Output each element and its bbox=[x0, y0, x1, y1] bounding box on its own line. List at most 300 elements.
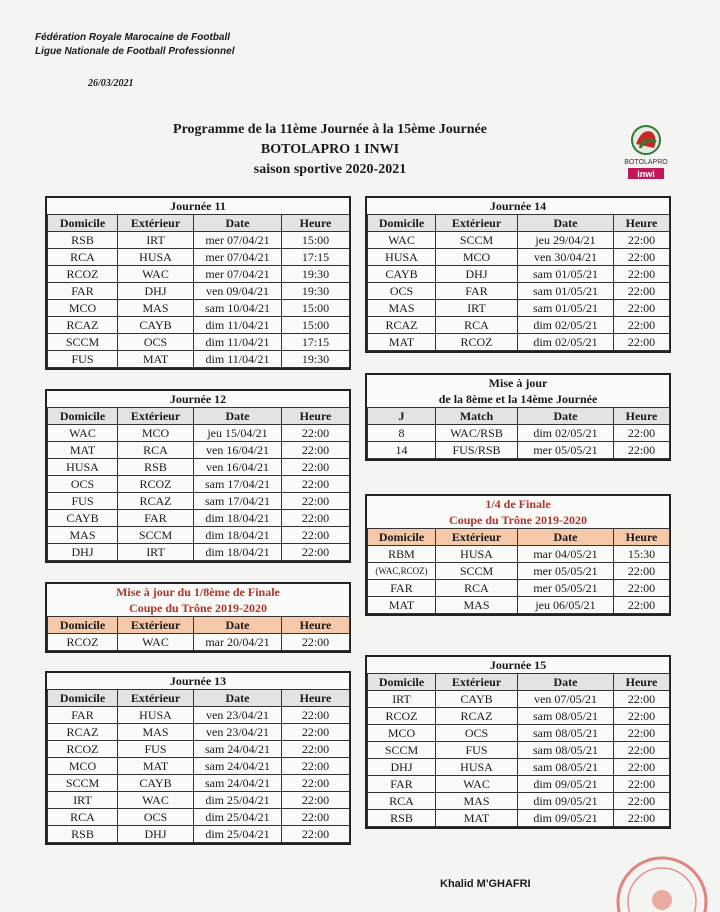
table-cell: dim 09/05/21 bbox=[518, 776, 614, 793]
table-row bbox=[48, 809, 350, 826]
table-cell: MAT bbox=[48, 442, 118, 459]
table-cell: sam 17/04/21 bbox=[194, 476, 282, 493]
column-header: Date bbox=[194, 215, 282, 232]
column-header: Domicile bbox=[48, 408, 118, 425]
quart-finale-title-1: 1/4 de Finale bbox=[485, 497, 551, 511]
table-cell: MCO bbox=[118, 425, 194, 442]
table-row bbox=[368, 317, 670, 334]
table-cell: SCCM bbox=[436, 563, 518, 580]
table-row bbox=[48, 544, 350, 561]
mise-a-jour-table bbox=[365, 373, 671, 461]
table-row bbox=[48, 425, 350, 442]
table-cell: 15:00 bbox=[282, 317, 350, 334]
table-row bbox=[48, 826, 350, 843]
table-cell: mer 07/04/21 bbox=[194, 249, 282, 266]
table-cell: 19:30 bbox=[282, 266, 350, 283]
huitieme-finale-title-2: Coupe du Trône 2019-2020 bbox=[129, 601, 267, 615]
table-row bbox=[368, 725, 670, 742]
table-row bbox=[368, 691, 670, 708]
column-header: Extérieur bbox=[436, 674, 518, 691]
table-cell: 22:00 bbox=[614, 283, 670, 300]
table-cell: WAC bbox=[368, 232, 436, 249]
column-header: Domicile bbox=[48, 690, 118, 707]
table-cell: ven 23/04/21 bbox=[194, 707, 282, 724]
table-cell: MAS bbox=[436, 597, 518, 614]
table-cell: 22:00 bbox=[282, 425, 350, 442]
table-cell: sam 08/05/21 bbox=[518, 708, 614, 725]
quart-finale-table bbox=[365, 494, 671, 616]
table-cell: RCAZ bbox=[436, 708, 518, 725]
table-cell: 22:00 bbox=[614, 442, 670, 459]
table-cell: SCCM bbox=[118, 527, 194, 544]
table-cell: 22:00 bbox=[614, 563, 670, 580]
column-header: Date bbox=[194, 408, 282, 425]
table-cell: RCOZ bbox=[48, 741, 118, 758]
table-row bbox=[368, 793, 670, 810]
table-header-row bbox=[368, 215, 670, 232]
table-cell: OCS bbox=[436, 725, 518, 742]
league-name: Ligue Nationale de Football Professionnel bbox=[35, 46, 235, 57]
table-row bbox=[368, 742, 670, 759]
table-row bbox=[368, 232, 670, 249]
table-cell: dim 11/04/21 bbox=[194, 351, 282, 368]
table-cell: 22:00 bbox=[614, 810, 670, 827]
table-cell: jeu 06/05/21 bbox=[518, 597, 614, 614]
table-cell: sam 24/04/21 bbox=[194, 741, 282, 758]
table-cell: sam 10/04/21 bbox=[194, 300, 282, 317]
table-cell: 22:00 bbox=[614, 266, 670, 283]
table-cell: RCA bbox=[118, 442, 194, 459]
table-cell: 17:15 bbox=[282, 249, 350, 266]
table-row bbox=[368, 597, 670, 614]
table-row bbox=[368, 708, 670, 725]
table-cell: FAR bbox=[368, 580, 436, 597]
table-row bbox=[368, 776, 670, 793]
table-row bbox=[48, 792, 350, 809]
table-cell: RSB bbox=[48, 232, 118, 249]
table-row bbox=[48, 249, 350, 266]
table-row bbox=[48, 317, 350, 334]
table-cell: 22:00 bbox=[614, 249, 670, 266]
column-header: Heure bbox=[614, 529, 670, 546]
table-cell: 22:00 bbox=[282, 741, 350, 758]
table-cell: 22:00 bbox=[614, 300, 670, 317]
table-row bbox=[48, 758, 350, 775]
table-row bbox=[48, 232, 350, 249]
table-cell: RBM bbox=[368, 546, 436, 563]
column-header: Heure bbox=[282, 408, 350, 425]
table-row bbox=[368, 442, 670, 459]
table-cell: FUS/RSB bbox=[436, 442, 518, 459]
table-row bbox=[48, 266, 350, 283]
table-cell: DHJ bbox=[118, 283, 194, 300]
table-cell: dim 11/04/21 bbox=[194, 334, 282, 351]
publication-date: 26/03/2021 bbox=[88, 78, 134, 89]
table-row bbox=[368, 810, 670, 827]
table-cell: (WAC,RCOZ) bbox=[368, 563, 436, 580]
table-cell: dim 18/04/21 bbox=[194, 544, 282, 561]
column-header: Date bbox=[518, 408, 614, 425]
table-cell: 15:30 bbox=[614, 546, 670, 563]
table-cell: 22:00 bbox=[614, 708, 670, 725]
journee-15-table bbox=[365, 655, 671, 829]
table-cell: sam 24/04/21 bbox=[194, 775, 282, 792]
table-header-row bbox=[48, 690, 350, 707]
table-cell: MAS bbox=[368, 300, 436, 317]
table-header-row bbox=[48, 215, 350, 232]
table-cell: 22:00 bbox=[614, 742, 670, 759]
table-cell: MAS bbox=[118, 724, 194, 741]
table-cell: 22:00 bbox=[614, 425, 670, 442]
table-cell: 22:00 bbox=[282, 527, 350, 544]
table-cell: 15:00 bbox=[282, 300, 350, 317]
column-header: Extérieur bbox=[118, 690, 194, 707]
table-cell: sam 08/05/21 bbox=[518, 725, 614, 742]
table-cell: FAR bbox=[48, 707, 118, 724]
table-cell: RSB bbox=[368, 810, 436, 827]
table-cell: dim 25/04/21 bbox=[194, 809, 282, 826]
table-cell: RCOZ bbox=[368, 708, 436, 725]
table-cell: mer 07/04/21 bbox=[194, 266, 282, 283]
table-cell: jeu 29/04/21 bbox=[518, 232, 614, 249]
table-cell: OCS bbox=[48, 476, 118, 493]
table-cell: 22:00 bbox=[614, 691, 670, 708]
journee-14-table bbox=[365, 196, 671, 353]
table-cell: MAS bbox=[48, 527, 118, 544]
table-cell: HUSA bbox=[436, 759, 518, 776]
table-row bbox=[368, 546, 670, 563]
table-cell: RCOZ bbox=[436, 334, 518, 351]
column-header: Heure bbox=[282, 617, 350, 634]
table-row bbox=[368, 334, 670, 351]
table-cell: FAR bbox=[48, 283, 118, 300]
table-cell: FAR bbox=[436, 283, 518, 300]
table-header-row bbox=[48, 617, 350, 634]
table-cell: 22:00 bbox=[614, 317, 670, 334]
table-cell: 22:00 bbox=[282, 792, 350, 809]
journee-14-title: Journée 14 bbox=[489, 199, 547, 213]
table-cell: 22:00 bbox=[614, 759, 670, 776]
table-cell: CAYB bbox=[368, 266, 436, 283]
table-cell: 22:00 bbox=[282, 826, 350, 843]
huitieme-finale-title-1: Mise à jour du 1/8ème de Finale bbox=[116, 585, 280, 599]
table-cell: CAYB bbox=[48, 510, 118, 527]
table-cell: mer 05/05/21 bbox=[518, 563, 614, 580]
table-cell: RCAZ bbox=[48, 724, 118, 741]
table-cell: FAR bbox=[118, 510, 194, 527]
table-row bbox=[48, 351, 350, 368]
table-row bbox=[48, 459, 350, 476]
table-cell: DHJ bbox=[48, 544, 118, 561]
column-header: Domicile bbox=[368, 215, 436, 232]
table-cell: FAR bbox=[368, 776, 436, 793]
table-cell: RCA bbox=[368, 793, 436, 810]
table-cell: 19:30 bbox=[282, 283, 350, 300]
table-cell: IRT bbox=[436, 300, 518, 317]
table-cell: DHJ bbox=[368, 759, 436, 776]
table-cell: dim 02/05/21 bbox=[518, 317, 614, 334]
table-cell: MAT bbox=[368, 334, 436, 351]
column-header: Extérieur bbox=[436, 529, 518, 546]
table-row bbox=[48, 510, 350, 527]
table-cell: 22:00 bbox=[282, 809, 350, 826]
table-cell: sam 24/04/21 bbox=[194, 758, 282, 775]
table-cell: HUSA bbox=[118, 707, 194, 724]
table-cell: 22:00 bbox=[282, 544, 350, 561]
table-cell: FUS bbox=[48, 351, 118, 368]
table-cell: RCAZ bbox=[48, 317, 118, 334]
table-cell: WAC bbox=[118, 266, 194, 283]
column-header: Heure bbox=[282, 215, 350, 232]
table-cell: RCA bbox=[436, 317, 518, 334]
journee-13-table bbox=[45, 671, 351, 845]
table-cell: sam 01/05/21 bbox=[518, 300, 614, 317]
table-cell: MAT bbox=[118, 758, 194, 775]
table-cell: 22:00 bbox=[282, 724, 350, 741]
table-cell: CAYB bbox=[436, 691, 518, 708]
table-cell: RCA bbox=[48, 249, 118, 266]
table-cell: 22:00 bbox=[282, 493, 350, 510]
table-row bbox=[48, 707, 350, 724]
table-row bbox=[368, 283, 670, 300]
table-cell: RCOZ bbox=[48, 266, 118, 283]
table-cell: sam 01/05/21 bbox=[518, 283, 614, 300]
column-header: Heure bbox=[614, 215, 670, 232]
table-cell: DHJ bbox=[436, 266, 518, 283]
table-cell: CAYB bbox=[118, 317, 194, 334]
table-cell: CAYB bbox=[118, 775, 194, 792]
table-cell: IRT bbox=[118, 232, 194, 249]
table-cell: RCA bbox=[436, 580, 518, 597]
table-cell: SCCM bbox=[436, 232, 518, 249]
table-cell: SCCM bbox=[48, 775, 118, 792]
table-header-row bbox=[368, 408, 670, 425]
table-cell: 22:00 bbox=[614, 793, 670, 810]
table-cell: DHJ bbox=[118, 826, 194, 843]
table-cell: OCS bbox=[118, 334, 194, 351]
table-row bbox=[48, 775, 350, 792]
table-cell: WAC/RSB bbox=[436, 425, 518, 442]
mise-a-jour-title-2: de la 8ème et la 14ème Journée bbox=[438, 392, 598, 406]
journee-12-table bbox=[45, 389, 351, 563]
table-cell: 22:00 bbox=[614, 597, 670, 614]
journee-11-title: Journée 11 bbox=[170, 199, 226, 213]
title-line-1: Programme de la 11ème Journée à la 15ème Journée bbox=[173, 122, 487, 137]
table-row bbox=[48, 442, 350, 459]
table-cell: WAC bbox=[118, 634, 194, 651]
table-cell: FUS bbox=[436, 742, 518, 759]
table-cell: mer 05/05/21 bbox=[518, 442, 614, 459]
table-row bbox=[48, 741, 350, 758]
table-cell: 22:00 bbox=[282, 775, 350, 792]
table-row bbox=[368, 249, 670, 266]
table-cell: ven 16/04/21 bbox=[194, 459, 282, 476]
logo-text-2: inwi bbox=[637, 169, 655, 179]
table-cell: ven 07/05/21 bbox=[518, 691, 614, 708]
table-row bbox=[48, 493, 350, 510]
table-cell: dim 02/05/21 bbox=[518, 334, 614, 351]
table-cell: MAT bbox=[118, 351, 194, 368]
table-cell: dim 25/04/21 bbox=[194, 792, 282, 809]
table-cell: 22:00 bbox=[282, 442, 350, 459]
journee-15-title: Journée 15 bbox=[489, 658, 547, 672]
table-cell: ven 23/04/21 bbox=[194, 724, 282, 741]
column-header: Extérieur bbox=[118, 617, 194, 634]
table-cell: OCS bbox=[118, 809, 194, 826]
table-cell: RSB bbox=[118, 459, 194, 476]
table-cell: mar 20/04/21 bbox=[194, 634, 282, 651]
table-row bbox=[368, 425, 670, 442]
column-header: Extérieur bbox=[118, 408, 194, 425]
column-header: Date bbox=[194, 690, 282, 707]
table-cell: MAT bbox=[368, 597, 436, 614]
column-header: Heure bbox=[614, 674, 670, 691]
table-cell: MAT bbox=[436, 810, 518, 827]
table-row bbox=[368, 563, 670, 580]
document-title bbox=[120, 120, 540, 180]
federation-name: Fédération Royale Marocaine de Football bbox=[35, 32, 231, 43]
table-cell: ven 16/04/21 bbox=[194, 442, 282, 459]
table-cell: 14 bbox=[368, 442, 436, 459]
table-cell: 22:00 bbox=[282, 476, 350, 493]
table-row bbox=[368, 759, 670, 776]
table-cell: MCO bbox=[48, 758, 118, 775]
table-cell: WAC bbox=[48, 425, 118, 442]
table-row bbox=[48, 283, 350, 300]
table-cell: IRT bbox=[368, 691, 436, 708]
botolapro-logo bbox=[620, 120, 672, 182]
table-cell: dim 09/05/21 bbox=[518, 793, 614, 810]
table-cell: sam 01/05/21 bbox=[518, 266, 614, 283]
table-cell: mer 07/04/21 bbox=[194, 232, 282, 249]
column-header: Domicile bbox=[48, 215, 118, 232]
table-cell: SCCM bbox=[48, 334, 118, 351]
table-cell: HUSA bbox=[118, 249, 194, 266]
table-cell: 22:00 bbox=[282, 758, 350, 775]
mise-a-jour-title-1: Mise à jour bbox=[488, 376, 548, 390]
journee-11-table bbox=[45, 196, 351, 370]
table-cell: 22:00 bbox=[282, 459, 350, 476]
table-cell: HUSA bbox=[48, 459, 118, 476]
table-cell: RCAZ bbox=[118, 493, 194, 510]
title-line-2: BOTOLAPRO 1 INWI bbox=[260, 142, 400, 157]
logo-text-1: BOTOLAPRO bbox=[624, 159, 668, 166]
table-row bbox=[48, 527, 350, 544]
column-header: Extérieur bbox=[436, 215, 518, 232]
table-cell: 22:00 bbox=[614, 334, 670, 351]
table-cell: mer 05/05/21 bbox=[518, 580, 614, 597]
journee-13-title: Journée 13 bbox=[169, 674, 227, 688]
table-cell: jeu 15/04/21 bbox=[194, 425, 282, 442]
table-row bbox=[48, 334, 350, 351]
table-cell: 15:00 bbox=[282, 232, 350, 249]
table-cell: 22:00 bbox=[282, 707, 350, 724]
table-cell: 19:30 bbox=[282, 351, 350, 368]
table-cell: 22:00 bbox=[614, 580, 670, 597]
signature: Khalid M'GHAFRI bbox=[440, 878, 531, 890]
table-cell: MAS bbox=[118, 300, 194, 317]
table-cell: WAC bbox=[436, 776, 518, 793]
table-cell: sam 08/05/21 bbox=[518, 742, 614, 759]
table-cell: 22:00 bbox=[614, 725, 670, 742]
column-header: Heure bbox=[282, 690, 350, 707]
table-cell: 22:00 bbox=[282, 634, 350, 651]
table-cell: dim 11/04/21 bbox=[194, 317, 282, 334]
table-cell: IRT bbox=[118, 544, 194, 561]
table-header-row bbox=[368, 674, 670, 691]
table-cell: RCOZ bbox=[48, 634, 118, 651]
table-cell: FUS bbox=[48, 493, 118, 510]
column-header: Heure bbox=[614, 408, 670, 425]
table-cell: ven 09/04/21 bbox=[194, 283, 282, 300]
table-cell: 22:00 bbox=[282, 510, 350, 527]
table-cell: HUSA bbox=[436, 546, 518, 563]
table-cell: dim 02/05/21 bbox=[518, 425, 614, 442]
column-header: Date bbox=[518, 674, 614, 691]
column-header: Domicile bbox=[48, 617, 118, 634]
quart-finale-title-2: Coupe du Trône 2019-2020 bbox=[449, 513, 587, 527]
column-header: Extérieur bbox=[118, 215, 194, 232]
table-header-row bbox=[368, 529, 670, 546]
table-cell: mar 04/05/21 bbox=[518, 546, 614, 563]
table-cell: MCO bbox=[48, 300, 118, 317]
table-row bbox=[368, 300, 670, 317]
table-cell: RCA bbox=[48, 809, 118, 826]
table-row bbox=[48, 300, 350, 317]
table-cell: ven 30/04/21 bbox=[518, 249, 614, 266]
table-cell: 8 bbox=[368, 425, 436, 442]
table-cell: dim 18/04/21 bbox=[194, 510, 282, 527]
table-header-row bbox=[48, 408, 350, 425]
table-cell: MCO bbox=[436, 249, 518, 266]
table-cell: sam 17/04/21 bbox=[194, 493, 282, 510]
huitieme-finale-table bbox=[45, 582, 351, 653]
table-cell: HUSA bbox=[368, 249, 436, 266]
column-header: Domicile bbox=[368, 674, 436, 691]
official-stamp bbox=[612, 852, 712, 912]
table-row bbox=[48, 634, 350, 651]
table-cell: 22:00 bbox=[614, 232, 670, 249]
column-header: Domicile bbox=[368, 529, 436, 546]
table-cell: IRT bbox=[48, 792, 118, 809]
table-cell: RSB bbox=[48, 826, 118, 843]
table-cell: dim 25/04/21 bbox=[194, 826, 282, 843]
table-row bbox=[368, 266, 670, 283]
table-cell: 22:00 bbox=[614, 776, 670, 793]
table-cell: OCS bbox=[368, 283, 436, 300]
table-cell: FUS bbox=[118, 741, 194, 758]
table-cell: RCAZ bbox=[368, 317, 436, 334]
column-header: J bbox=[368, 408, 436, 425]
table-cell: MAS bbox=[436, 793, 518, 810]
table-cell: 17:15 bbox=[282, 334, 350, 351]
table-cell: MCO bbox=[368, 725, 436, 742]
column-header: Date bbox=[518, 215, 614, 232]
table-row bbox=[48, 476, 350, 493]
column-header: Date bbox=[518, 529, 614, 546]
table-cell: SCCM bbox=[368, 742, 436, 759]
table-row bbox=[368, 580, 670, 597]
column-header: Match bbox=[436, 408, 518, 425]
table-cell: RCOZ bbox=[118, 476, 194, 493]
table-cell: dim 09/05/21 bbox=[518, 810, 614, 827]
table-row bbox=[48, 724, 350, 741]
table-cell: sam 08/05/21 bbox=[518, 759, 614, 776]
journee-12-title: Journée 12 bbox=[169, 392, 227, 406]
column-header: Date bbox=[194, 617, 282, 634]
table-cell: WAC bbox=[118, 792, 194, 809]
table-cell: dim 18/04/21 bbox=[194, 527, 282, 544]
